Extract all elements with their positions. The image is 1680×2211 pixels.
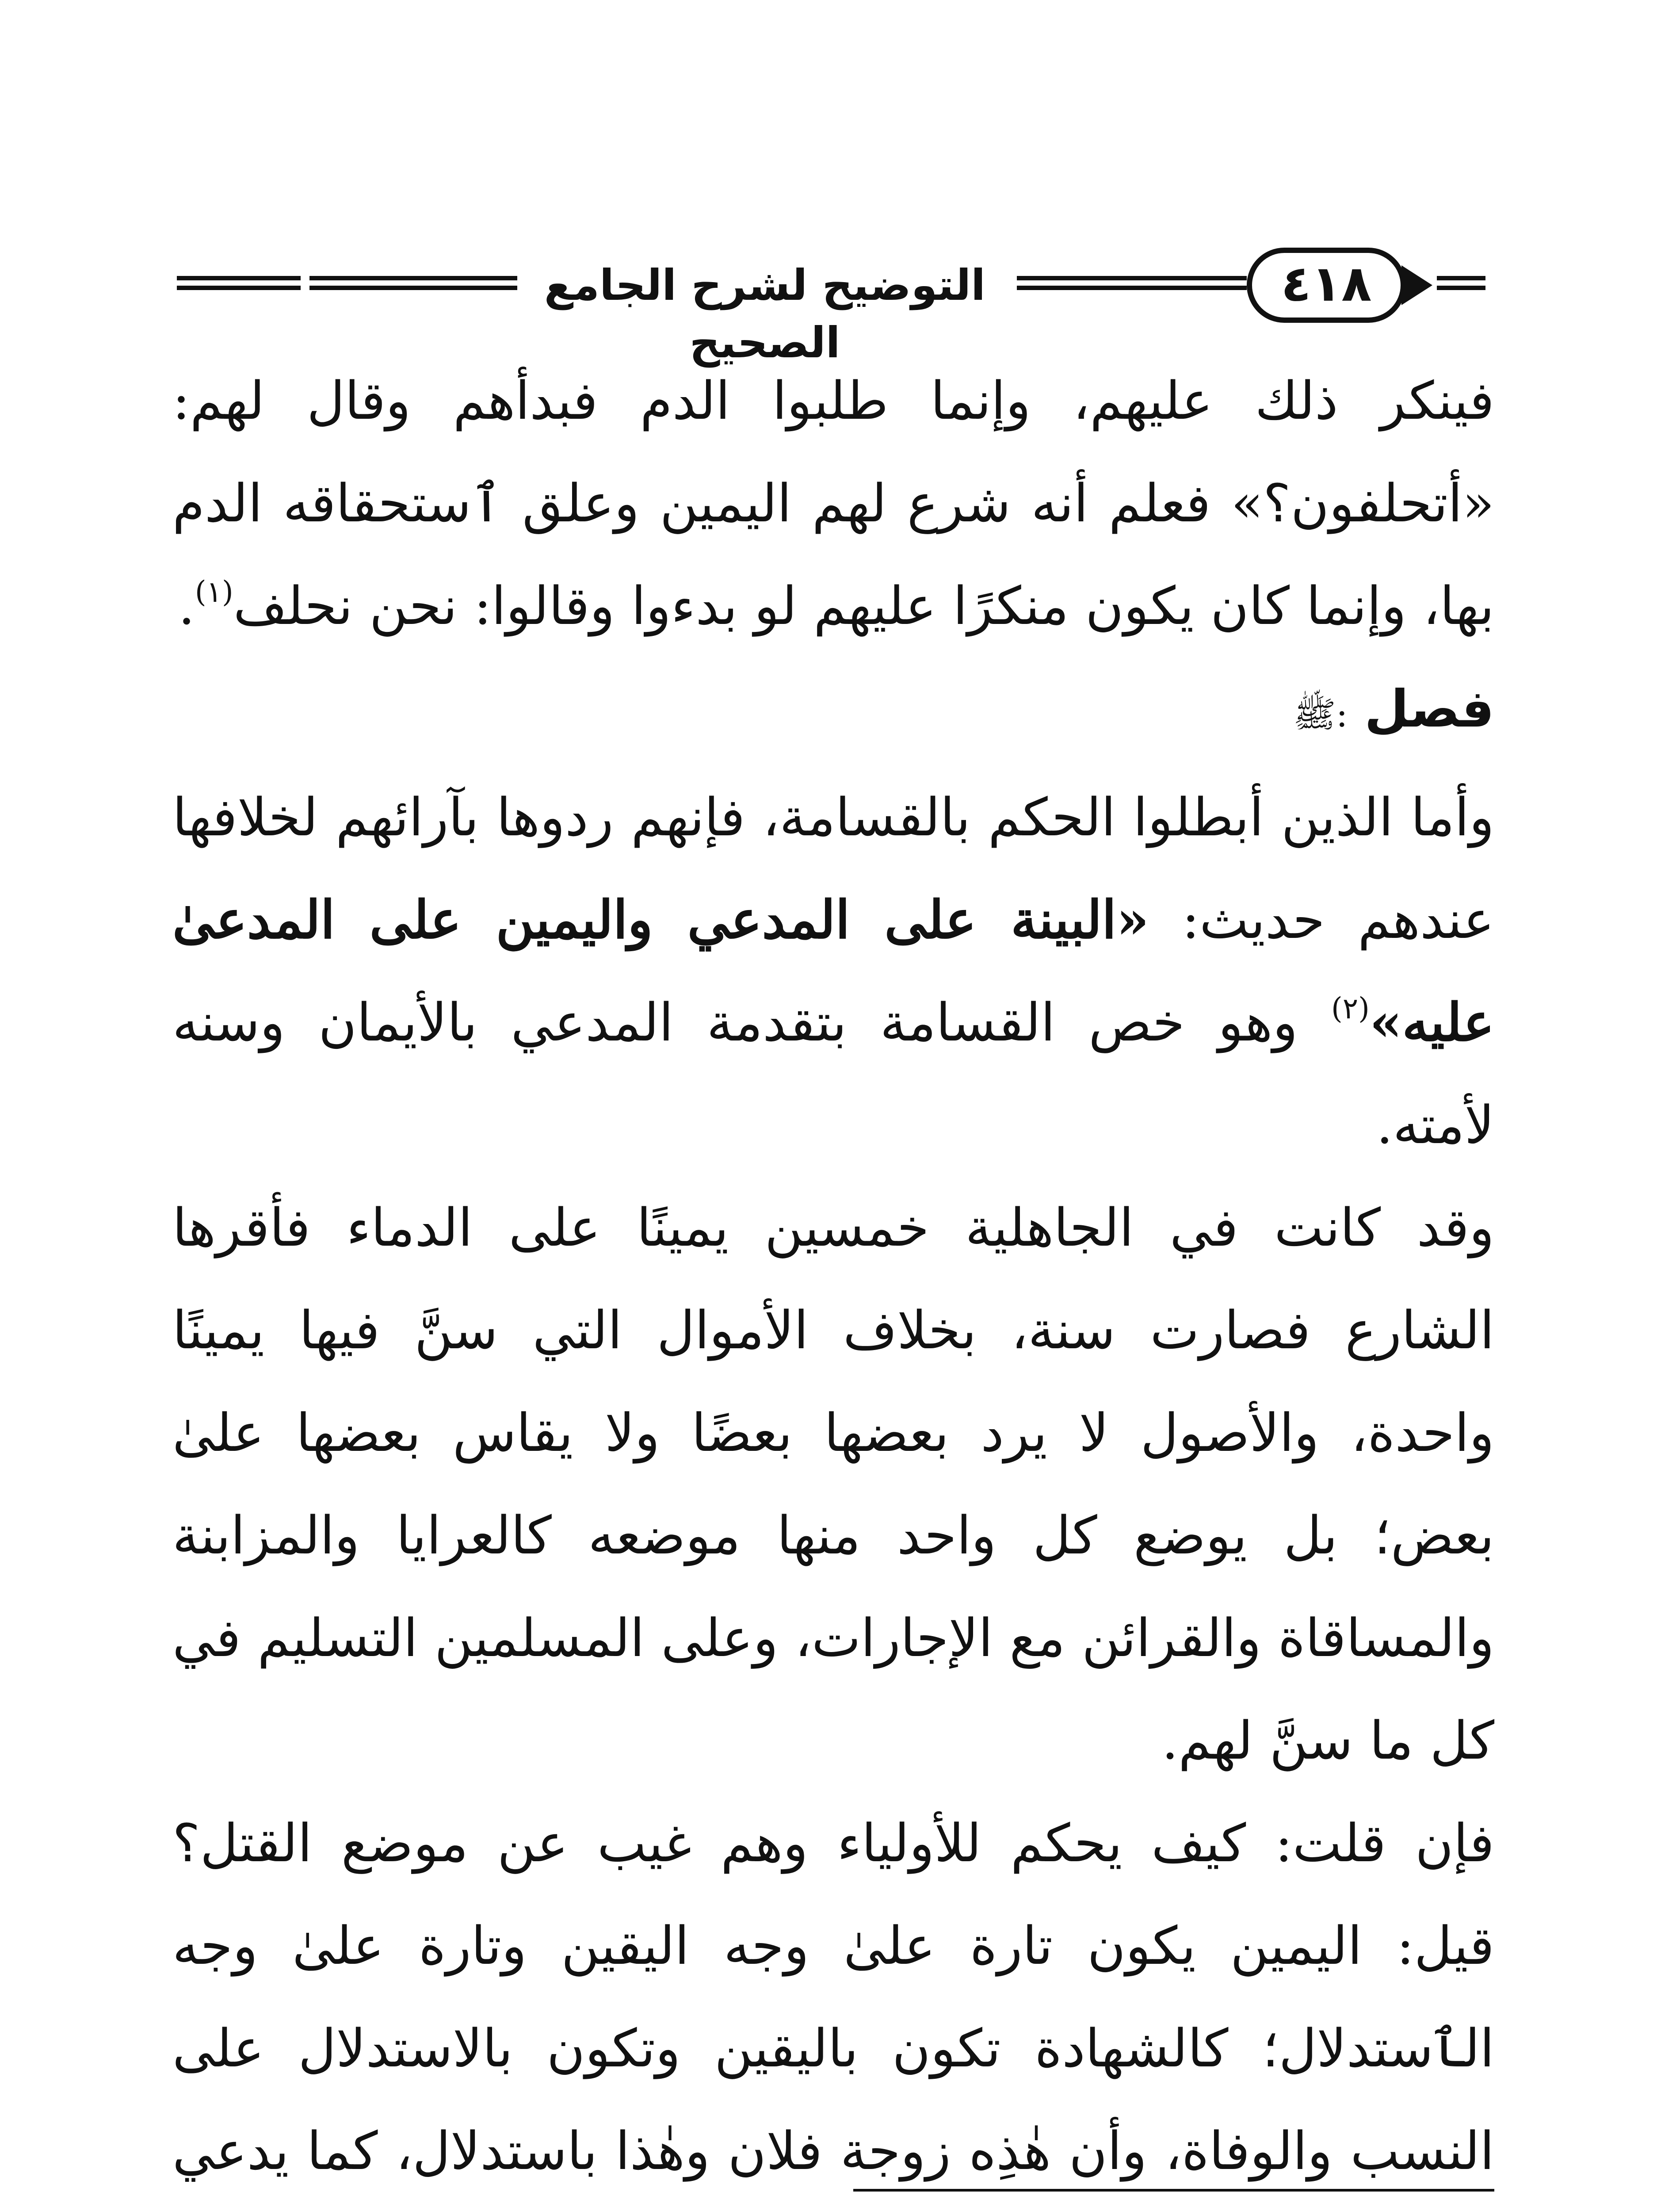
hadith-quote: «البينة على المدعي واليمين على المدعىٰ عليه» [172,889,1494,1053]
paragraph-3: وقد كانت في الجاهلية خمسين يمينًا على الدماء فأقرها الشارع فصارت سنة، بخلاف الأموال التي سنَّ فيها يمينًا واحدة، والأصول لا يرد بعضها بعضًا ولا يقاس بعضها علىٰ بعض؛ بل يوضع كل واحد منها موضعه كالعرايا والمزابنة والمساقاة والقرائن مع الإجارات، وعلى المسلمين التسليم في كل ما سنَّ لهم. [172,1197,1494,1771]
page-number: ٤١٨ [1281,255,1372,313]
section-title: فصل [1364,679,1494,739]
paragraph-2: وأما الذين أبطلوا الحكم بالقسامة، فإنهم ردوها بآرائهم لخلافها عندهم حديث: «البينة على المدعي واليمين على المدعىٰ عليه»$^{(٢)}$ وهو خص القسامة بتقدمة المدعي بالأيمان وسنه لأمته. [172,787,1494,1155]
header-rule-middle [1017,276,1247,280]
header-rule-right [1437,276,1485,280]
footnote-ref-1[interactable]: (١) [195,575,233,609]
badge-arrow-tip [1401,265,1432,305]
footnote-ref-2[interactable]: (٢) [1331,991,1370,1025]
paragraph-1: فينكر ذلك عليهم، وإنما طلبوا الدم فبدأهم وقال لهم: «أتحلفون؟» فعلم أنه شرع لهم اليمين وعلق ٱستحقاقه الدم بها، وإنما كان يكون منكرًا عليهم لو بدءوا وقالوا: نحن نحلف$^{(١)}$. [172,370,1494,636]
footnote-separator [853,2189,1494,2192]
header-rule-left [177,276,301,280]
paragraph-4: فإن قلت: كيف يحكم للأولياء وهم غيب عن موضع القتل؟ قيل: اليمين يكون تارة علىٰ وجه اليقين وتارة علىٰ وجه الٱستدلال؛ كالشهادة تكون باليقين وتكون بالاستدلال على النسب والوفاة، وأن هٰذِه زوجة فلان وهٰذا باستدلال، كما يدعي [172,1813,1494,2181]
page-number-badge [1247,248,1406,323]
section-heading [172,657,1494,766]
running-header [177,248,1485,367]
running-title: التوضيح لشرح الجامع الصحيح [544,260,986,367]
header-rule-inner [309,276,517,280]
salla-symbol: :ﷺ [1293,694,1348,735]
main-text [172,349,1494,2181]
